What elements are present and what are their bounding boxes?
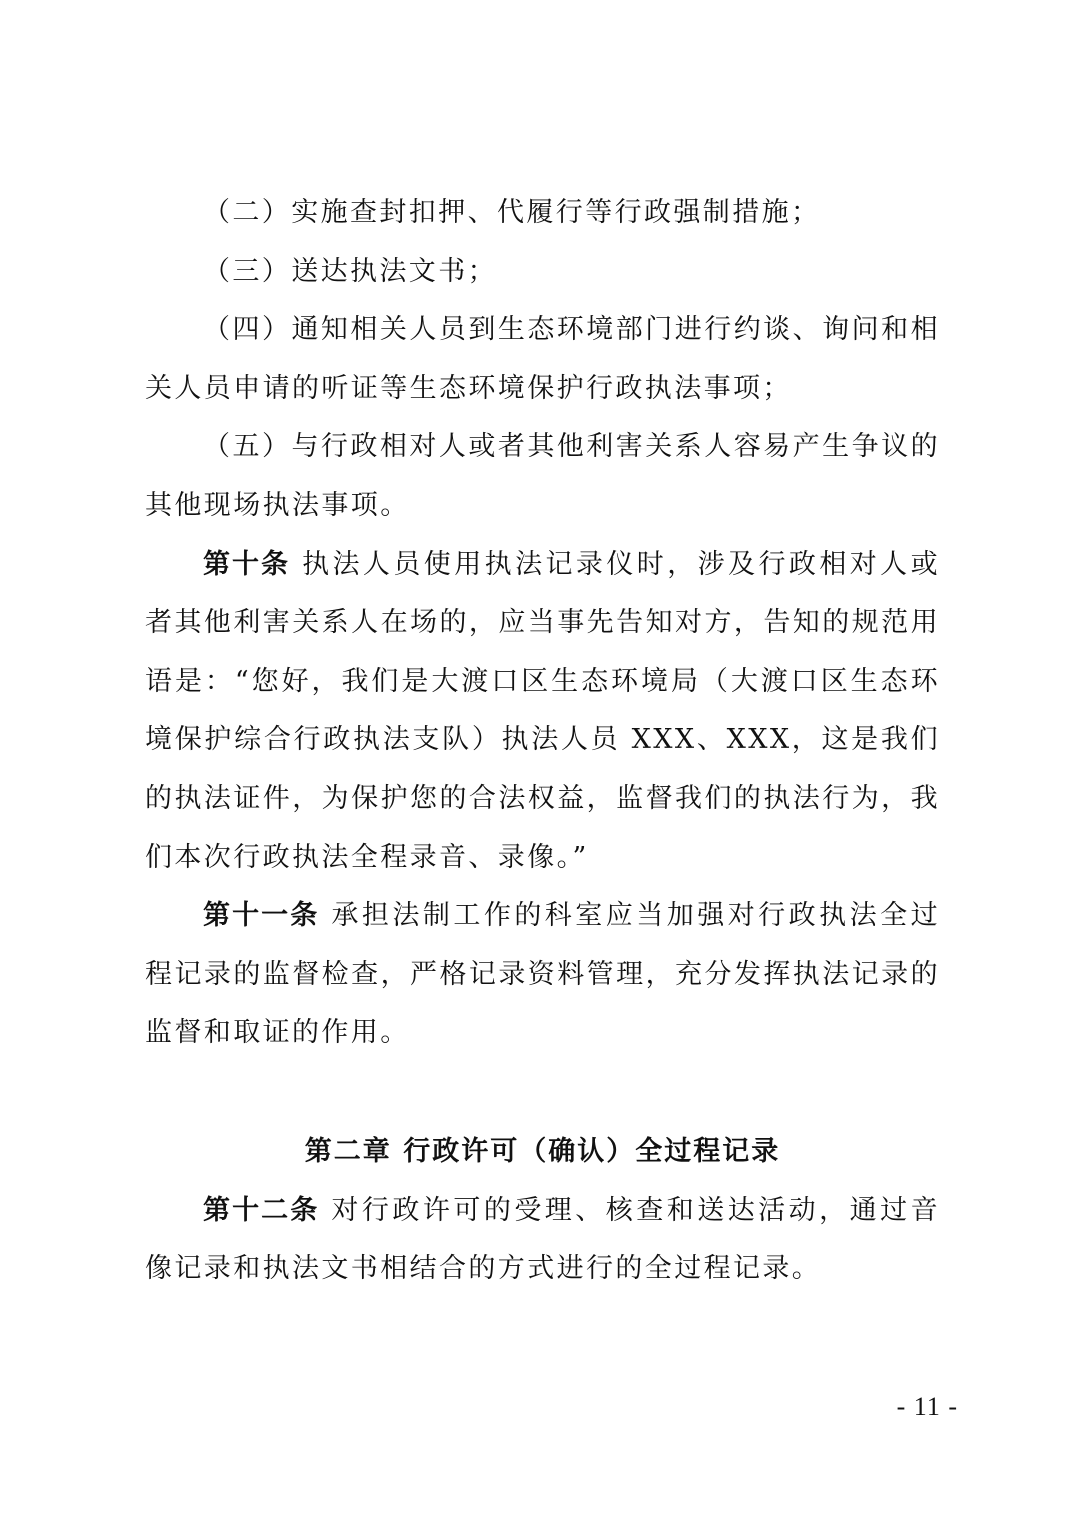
paragraph-item-5 [145,418,940,535]
article-label: 第十条 [203,548,291,580]
article-11 [145,887,940,1063]
article-text: 对行政许可的受理、核查和送达活动，通过音像记录和执法文书相结合的方式进行的全过程记录。 [145,1194,941,1285]
paragraph-text: （五）与行政相对人或者其他利害关系人容易产生争议的其他现场执法事项。 [145,431,940,521]
paragraph-text: （三）送达执法文书； [203,255,497,287]
paragraph-text: （二）实施查封扣押、代履行等行政强制措施； [203,197,821,228]
article-10 [145,536,940,888]
article-text: 承担法制工作的科室应当加强对行政执法全过程记录的监督检查，严格记录资料管理，充分发挥执法记录的监督和取证的作用。 [145,900,941,1049]
article-text: 执法人员使用执法记录仪时，涉及行政相对人或者其他利害关系人在场的，应当事先告知对方，告知的规范用语是：“您好，我们是大渡口区生态环境局（大渡口区生态环境保护综合行政执法支队）执法人员 XXX、XXX，这是我们的执法证件，为保护您的合法权益，监督我们的执法行为，我们本次行政执法全程录音、录像。” [145,548,940,873]
chapter-title: 第二章 行政许可（确认）全过程记录 [304,1135,781,1167]
paragraph-text: （四）通知相关人员到生态环境部门进行约谈、询问和相关人员申请的听证等生态环境保护行政执法事项； [145,314,940,404]
article-label: 第十二条 [203,1194,320,1226]
article-label: 第十一条 [203,900,320,932]
paragraph-item-4 [145,301,940,418]
paragraph-item-3 [145,243,940,302]
article-12 [145,1182,940,1299]
paragraph-item-2 [145,184,940,243]
page-number: - 11 - [896,1392,958,1421]
document-body [145,184,940,1299]
